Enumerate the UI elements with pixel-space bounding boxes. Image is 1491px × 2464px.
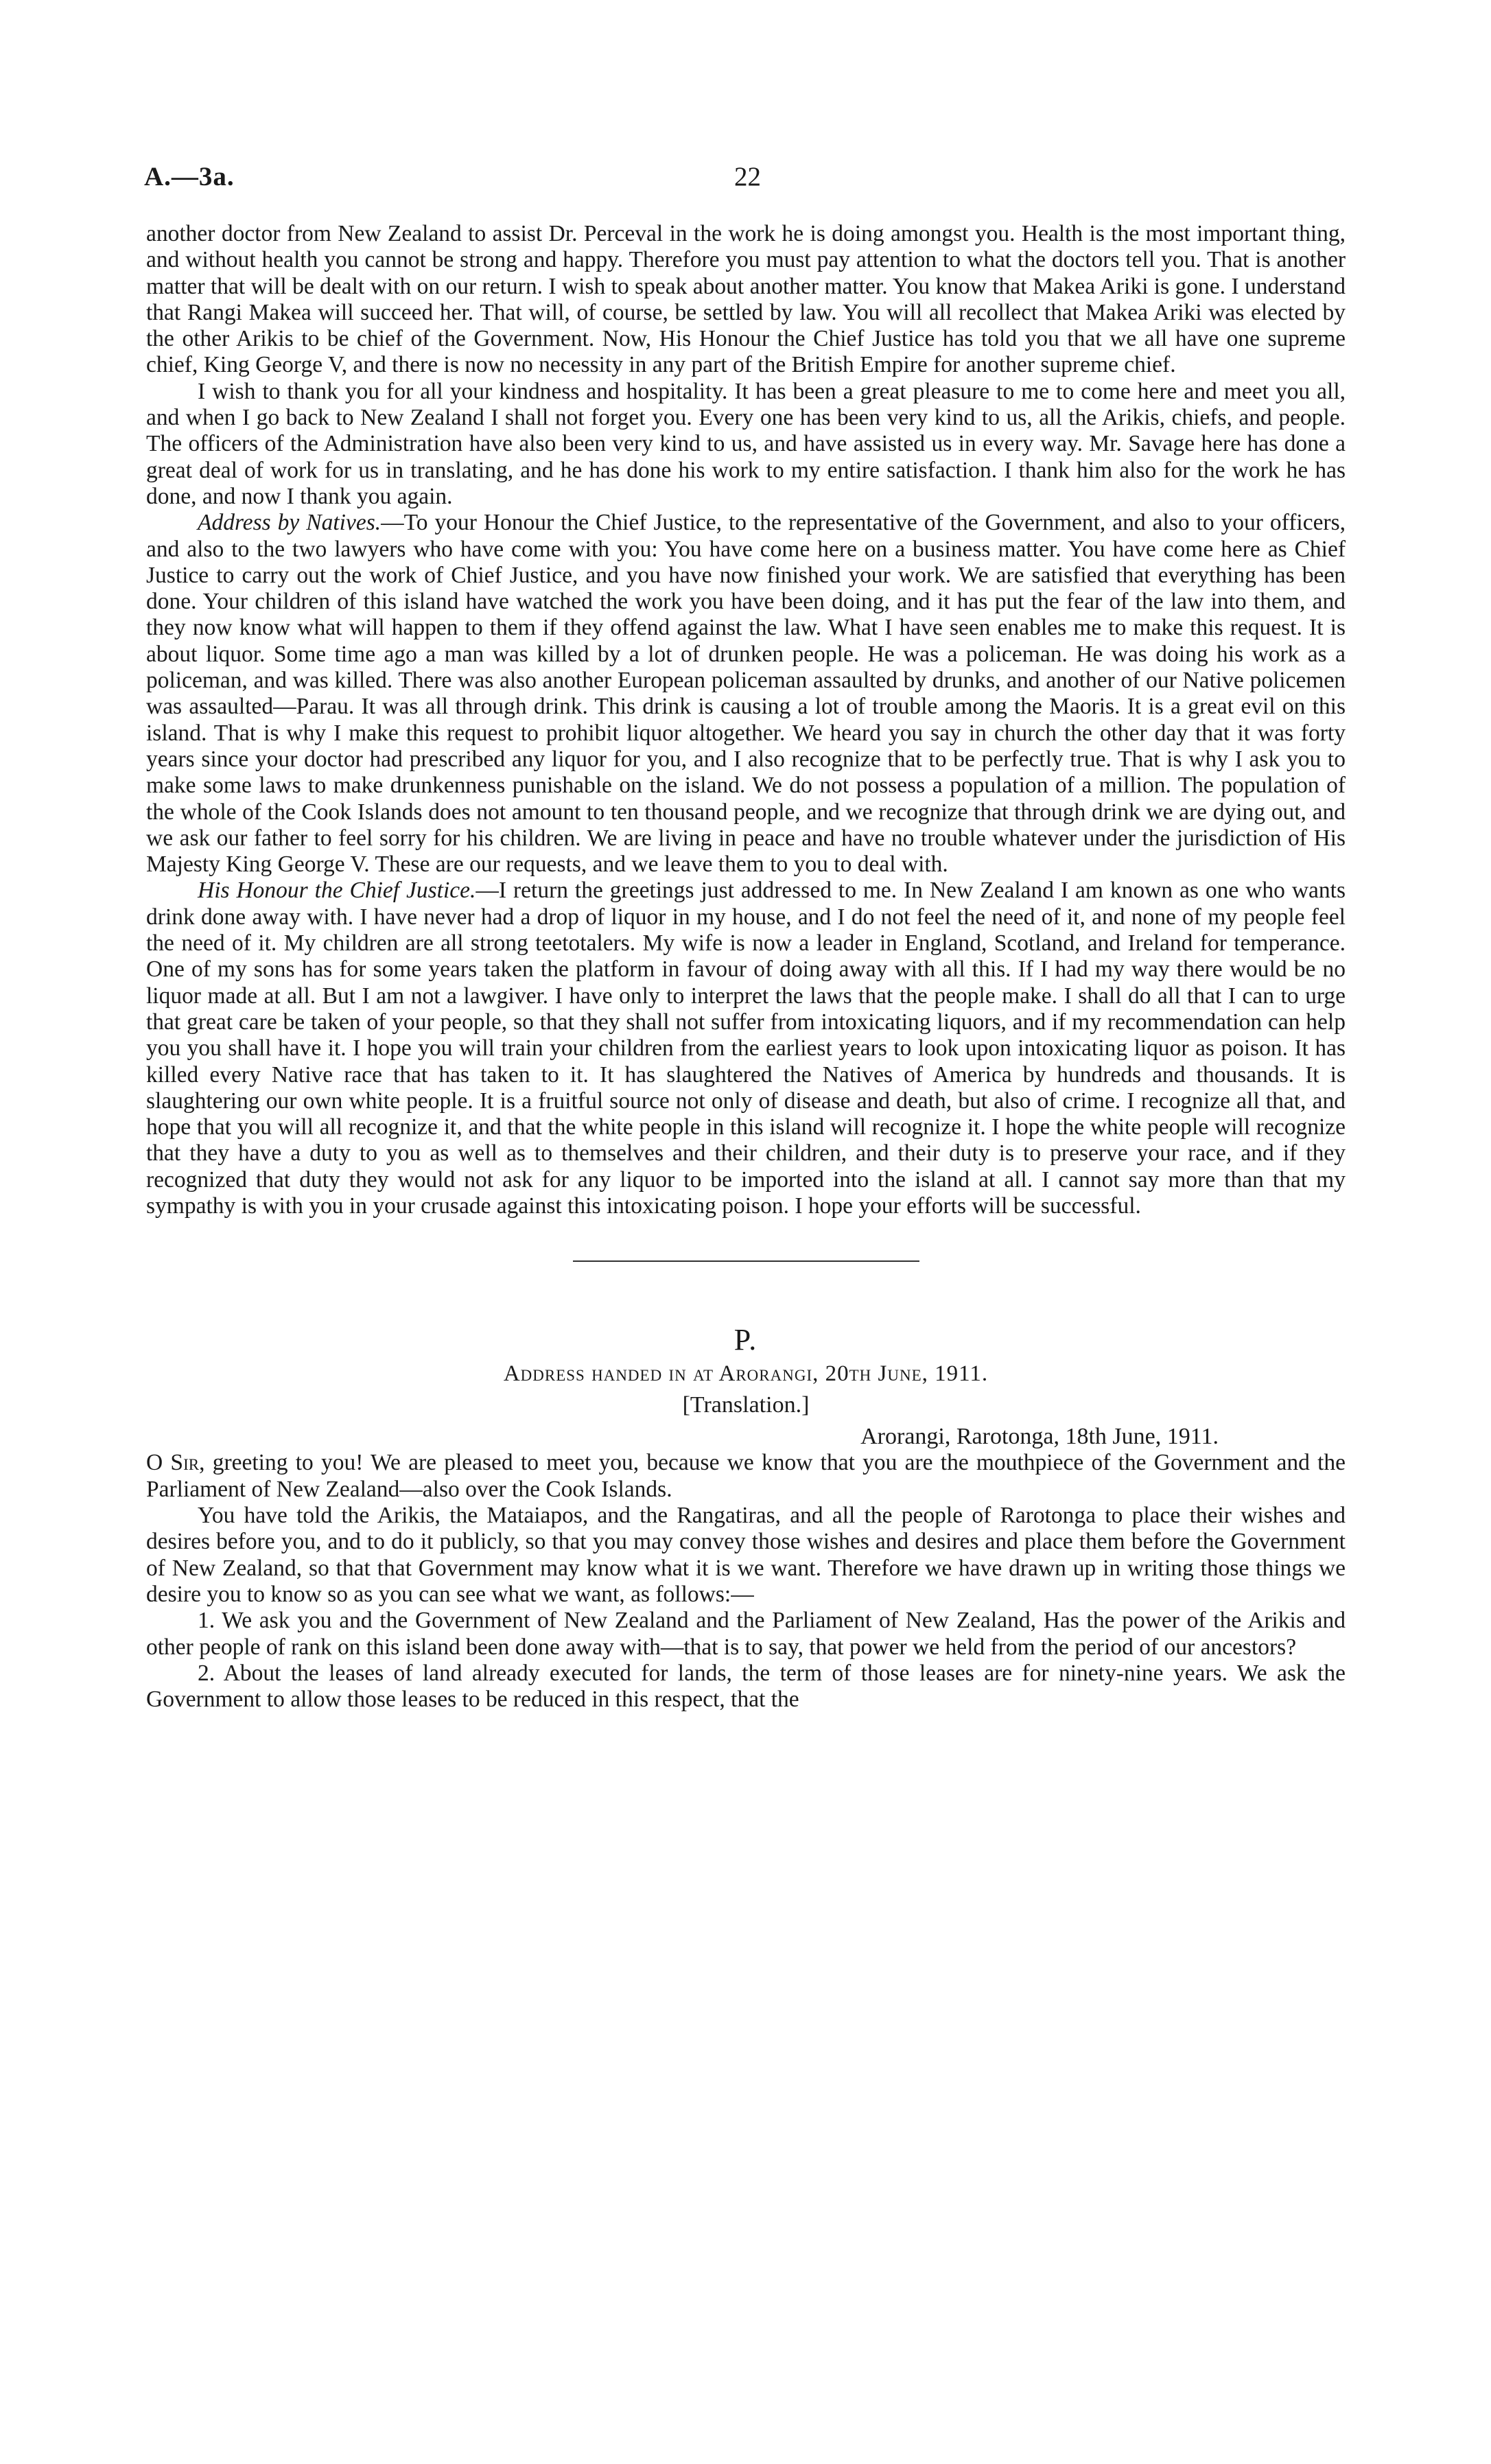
section-title: Address handed in at Arorangi, 20th June, 1911. (503, 1361, 989, 1386)
paragraph-text: —To your Honour the Chief Justice, to the representative of the Government, and also to your officers, and also to the two lawyers who have come with you: You have come here on a business matter. You have come here as Chief Justice to carry out the work of Chief Justice, and you have now finished your work. We are satisfied that everything has been done. Your children of this island have watched the work you have been doing, and it has put the fear of the law into them, and they now know what will happen to them if they offend against the law. What I have seen enables me to make this request. It is about liquor. Some time ago a man was killed by a lot of drunken people. He was a policeman. He was doing his work as a policeman, and was killed. There was also another European policeman assaulted by drunks, and another of our Native policemen was assaulted—Parau. It was all through drink. This drink is causing a lot of trouble among the Maoris. It is a great evil on this island. That is why I make this request to prohibit liquor altogether. We heard you say in church the other day that it was forty years since your doctor had prescribed any liquor for you, and I also recognize that to be perfectly true. That is why I ask you to make some laws to make drunkenness punishable on the island. We do not possess a population of a million. The population of the whole of the Cook Islands does not amount to ten thousand people, and we recognize that through drink we are dying out, and we ask our father to feel sorry for his children. We are living in peace and have no trouble whatever under the jurisdiction of His Majesty King George V. These are our requests, and we leave them to you to deal with. (146, 510, 1346, 878)
paragraph-text: 2. About the leases of land already executed for lands, the term of those leases are for ninety-nine years. We ask the Government to allow those leases to be reduced in this respect, that the (146, 1660, 1346, 1713)
paragraph-wishes (146, 1503, 1346, 1608)
page-number: 22 (734, 162, 761, 191)
paragraph-lead: O Sir, (146, 1450, 205, 1476)
paragraph-text: —I return the greetings just addressed to me. In New Zealand I am known as one who wants drink done away with. I have never had a drop of liquor in my house, and I do not feel the need of it, and none of my people feel the need of it. My children are all strong teetotalers. My wife is now a leader in England, Scotland, and Ireland for temperance. One of my sons has for some years taken the platform in favour of doing away with all this. If I had my way there would be no liquor made at all. But I am not a lawgiver. I have only to interpret the laws that the people make. I shall do all that I can to urge that great care be taken of your people, so that they shall not suffer from intoxicating liquors, and if my recommendation can help you you shall have it. I hope you will train your children from the earliest years to look upon intoxicating liquor as poison. It has killed every Native race that has taken to it. It has slaughtered the Natives of America by hundreds and thousands. It is slaughtering our own white people. It is a fruitful source not only of disease and death, but also of crime. I recognize all that, and hope that you will all recognize it, and that the white people in this island will recognize it. I hope the white people will recognize that they have a duty to you as well as to themselves and their children, and their duty is to preserve your race, and if they recognized that duty they would not ask for any liquor to be imported into the island at all. I cannot say more than that my sympathy is with you in your crusade against this intoxicating poison. I hope your efforts will be successful. (146, 878, 1346, 1219)
paragraph-greeting (146, 1450, 1346, 1503)
paragraph-lead: Address by Natives. (198, 510, 381, 536)
paragraph-text: I wish to thank you for all your kindness and hospitality. It has been a great pleasure to me to come here and meet you all, and when I go back to New Zealand I shall not forget you. Every one has been very kind to us, all the Arikis, chiefs, and people. The officers of the Administration have also been very kind to us, and have assisted us in every way. Mr. Savage here has done a great deal of work for us in translating, and he has done his work to my entire satisfaction. I thank him also for the work he has done, and now I thank you again. (146, 378, 1346, 509)
paragraph-doctor (146, 221, 1346, 379)
paragraph-address-by-natives (146, 510, 1346, 878)
paragraph-thanks (146, 379, 1346, 510)
paragraph-item-2 (146, 1661, 1346, 1713)
paragraph-text: another doctor from New Zealand to assist Dr. Perceval in the work he is doing amongst you. Health is the most important thing, and without health you cannot be strong and happy. Therefore you must pay attention to what the doctors tell you. That is another matter that will be dealt with on our return. I wish to speak about another matter. You know that Makea Ariki is gone. I understand that Rangi Makea will succeed her. That will, of course, be settled by law. You will all recollect that Makea Ariki was elected by the other Arikis to be chief of the Government. Now, His Honour the Chief Justice has told you that we all have one supreme chief, King George V, and there is now no necessity in any part of the British Empire for another supreme chief. (146, 221, 1346, 378)
document-reference: A.—3a. (144, 162, 235, 191)
translation-note: [Translation.] (682, 1392, 810, 1418)
paragraph-text: You have told the Arikis, the Mataiapos, and the Rangatiras, and all the people of Rarotonga to place their wishes and desires before you, and to do it publicly, so that you may convey those wishes and desires and place them before the Government of New Zealand, so that that Government may know what it is we want. Therefore we have drawn up in writing those things we desire you to know so as you can see what we want, as follows:— (146, 1503, 1346, 1607)
paragraph-text: greeting to you! We are pleased to meet you, because we know that you are the mouthpiece of the Government and the Parliament of New Zealand—also over the Cook Islands. (146, 1450, 1346, 1502)
body-text (146, 221, 1346, 1713)
section-letter: P. (733, 1323, 758, 1357)
page-header (137, 161, 1345, 202)
paragraph-item-1 (146, 1608, 1346, 1661)
paragraph-text: 1. We ask you and the Government of New Zealand and the Parliament of New Zealand, Has the power of the Arikis and other people of rank on this island been done away with—that is to say, that power we held from the period of our ancestors? (146, 1608, 1346, 1660)
dateline: Arorangi, Rarotonga, 18th June, 1911. (860, 1424, 1219, 1450)
paragraph-chief-justice-reply (146, 878, 1346, 1219)
paragraph-lead: His Honour the Chief Justice. (198, 878, 476, 904)
section-divider (573, 1260, 919, 1262)
